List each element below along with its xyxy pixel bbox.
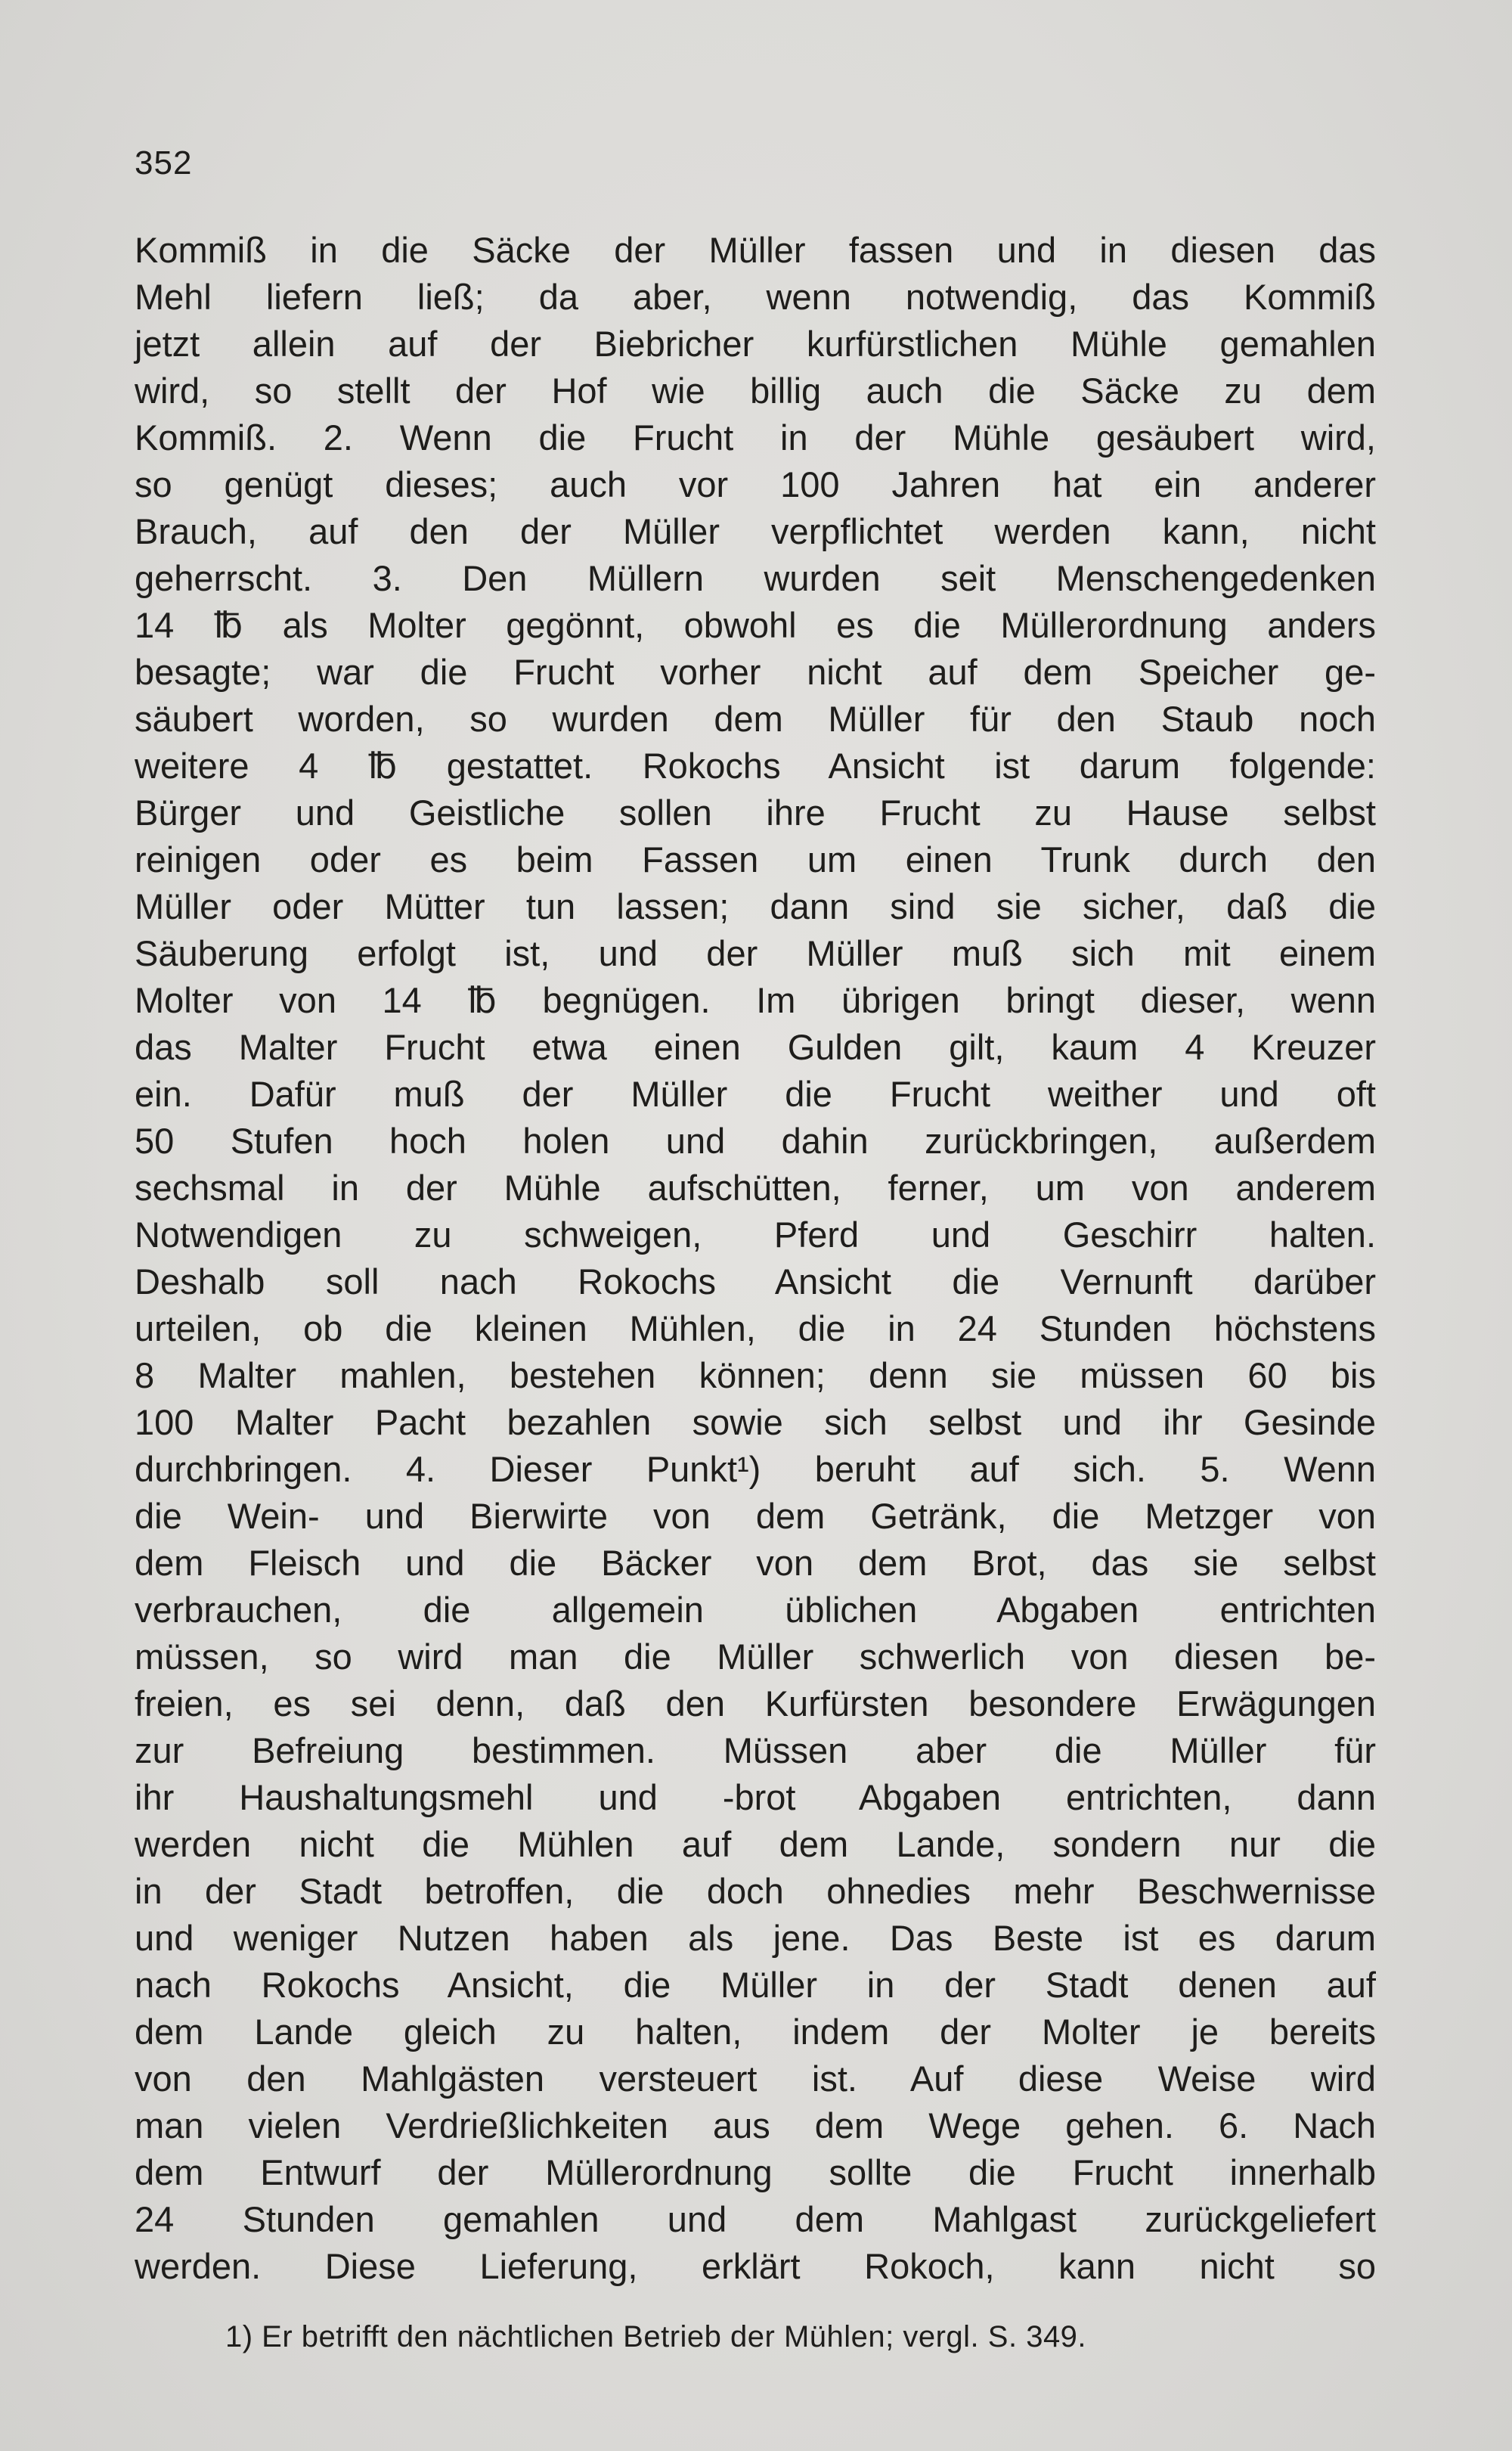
text-line: durchbringen. 4. Dieser Punkt¹) beruht auf sich. 5. Wenn — [135, 1449, 1376, 1489]
text-line: nach Rokochs Ansicht, die Müller in der Stadt denen auf — [135, 1965, 1376, 2005]
text-line: 50 Stufen hoch holen und dahin zurückbringen, außerdem — [135, 1121, 1376, 1161]
text-line: ihr Haushaltungsmehl und -brot Abgaben entrichten, dann — [135, 1777, 1376, 1817]
text-line: Müller oder Mütter tun lassen; dann sind sie sicher, daß die — [135, 886, 1376, 926]
text-line: besagte; war die Frucht vorher nicht auf dem Speicher ge- — [135, 652, 1376, 692]
text-line: Bürger und Geistliche sollen ihre Frucht zu Hause selbst — [135, 793, 1376, 833]
body-text — [135, 227, 1376, 2290]
text-line: verbrauchen, die allgemein üblichen Abgaben entrichten — [135, 1590, 1376, 1630]
text-line: 24 Stunden gemahlen und dem Mahlgast zurückgeliefert — [135, 2199, 1376, 2239]
text-line: Säuberung erfolgt ist, und der Müller muß sich mit einem — [135, 933, 1376, 973]
text-line: Molter von 14 ℔ begnügen. Im übrigen bringt dieser, wenn — [135, 980, 1376, 1020]
text-line: die Wein- und Bierwirte von dem Getränk, die Metzger von — [135, 1496, 1376, 1536]
text-line: urteilen, ob die kleinen Mühlen, die in 24 Stunden höchstens — [135, 1308, 1376, 1348]
page-number: 352 — [135, 144, 193, 181]
text-line: jetzt allein auf der Biebricher kurfürstlichen Mühle gemahlen — [135, 324, 1376, 364]
text-line: 100 Malter Pacht bezahlen sowie sich selbst und ihr Gesinde — [135, 1402, 1376, 1442]
text-line: freien, es sei denn, daß den Kurfürsten besondere Erwägungen — [135, 1683, 1376, 1723]
text-line: weitere 4 ℔ gestattet. Rokochs Ansicht ist darum folgende: — [135, 746, 1376, 786]
text-line: sechsmal in der Mühle aufschütten, ferner, um von anderem — [135, 1168, 1376, 1208]
text-line: wird, so stellt der Hof wie billig auch die Säcke zu dem — [135, 371, 1376, 411]
text-line: das Malter Frucht etwa einen Gulden gilt, kaum 4 Kreuzer — [135, 1027, 1376, 1067]
text-line: werden. Diese Lieferung, erklärt Rokoch, kann nicht so — [135, 2246, 1376, 2286]
text-line: säubert worden, so wurden dem Müller für den Staub noch — [135, 699, 1376, 739]
text-line: ein. Dafür muß der Müller die Frucht weither und oft — [135, 1074, 1376, 1114]
text-line: Deshalb soll nach Rokochs Ansicht die Vernunft darüber — [135, 1261, 1376, 1302]
text-line: Kommiß in die Säcke der Müller fassen und in diesen das — [135, 230, 1376, 270]
text-line: dem Lande gleich zu halten, indem der Molter je bereits — [135, 2012, 1376, 2052]
text-line: dem Fleisch und die Bäcker von dem Brot, das sie selbst — [135, 1543, 1376, 1583]
text-line: Notwendigen zu schweigen, Pferd und Geschirr halten. — [135, 1215, 1376, 1255]
text-line: in der Stadt betroffen, die doch ohnedies mehr Beschwernisse — [135, 1871, 1376, 1911]
footnote: 1) Er betrifft den nächtlichen Betrieb der Mühlen; vergl. S. 349. — [225, 2320, 1087, 2353]
text-line: man vielen Verdrießlichkeiten aus dem Wege gehen. 6. Nach — [135, 2105, 1376, 2145]
text-line: Mehl liefern ließ; da aber, wenn notwendig, das Kommiß — [135, 277, 1376, 317]
text-line: reinigen oder es beim Fassen um einen Trunk durch den — [135, 839, 1376, 880]
text-line: werden nicht die Mühlen auf dem Lande, sondern nur die — [135, 1824, 1376, 1864]
text-line: dem Entwurf der Müllerordnung sollte die Frucht innerhalb — [135, 2152, 1376, 2192]
text-line: 8 Malter mahlen, bestehen können; denn sie müssen 60 bis — [135, 1355, 1376, 1395]
text-line: müssen, so wird man die Müller schwerlich von diesen be- — [135, 1637, 1376, 1677]
text-line: 14 ℔ als Molter gegönnt, obwohl es die Müllerordnung anders — [135, 605, 1376, 645]
text-line: so genügt dieses; auch vor 100 Jahren hat ein anderer — [135, 464, 1376, 504]
text-line: geherrscht. 3. Den Müllern wurden seit Menschengedenken — [135, 558, 1376, 598]
text-line: und weniger Nutzen haben als jene. Das Beste ist es darum — [135, 1918, 1376, 1958]
text-line: Brauch, auf den der Müller verpflichtet werden kann, nicht — [135, 511, 1376, 551]
text-line: zur Befreiung bestimmen. Müssen aber die Müller für — [135, 1730, 1376, 1770]
text-line: Kommiß. 2. Wenn die Frucht in der Mühle gesäubert wird, — [135, 417, 1376, 458]
text-line: von den Mahlgästen versteuert ist. Auf diese Weise wird — [135, 2059, 1376, 2099]
